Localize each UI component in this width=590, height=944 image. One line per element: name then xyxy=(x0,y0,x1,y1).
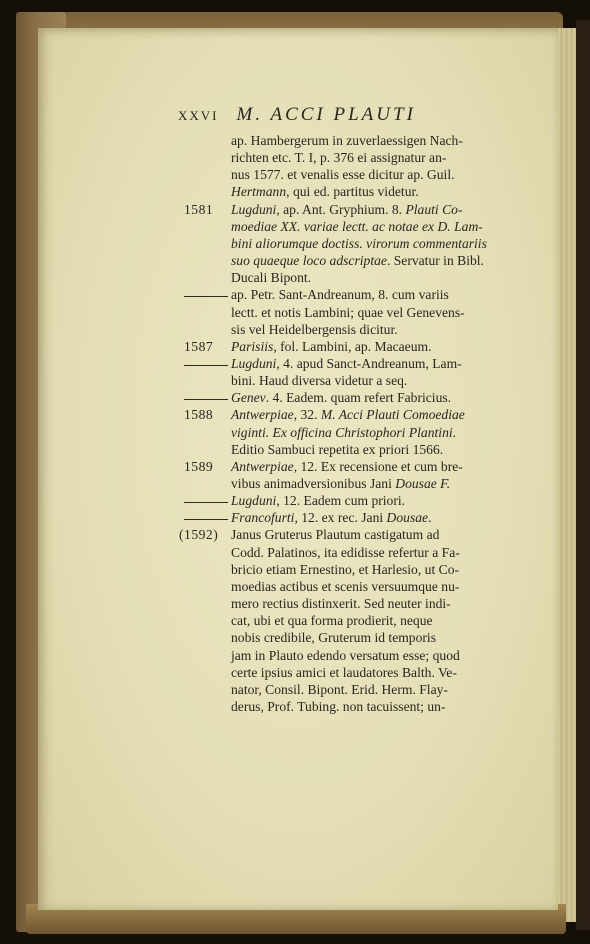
roman-text: ap. Hambergerum in zuverlaessigen Nach- xyxy=(231,133,463,148)
text-line xyxy=(231,304,465,321)
text-line xyxy=(231,629,436,646)
text-line xyxy=(231,286,449,303)
text-line xyxy=(231,269,311,286)
italic-text: Lugduni xyxy=(231,201,277,217)
roman-text: certe ipsius amici et laudatores Balth. Ve- xyxy=(231,664,457,680)
ditto-dash xyxy=(184,399,228,400)
running-title: M. ACCI PLAUTI xyxy=(236,104,416,125)
year-marker: (1592) xyxy=(179,527,219,543)
text-line xyxy=(231,526,439,543)
text-line xyxy=(231,372,407,389)
text-line xyxy=(231,218,483,235)
roman-text: , ap. Ant. Gryphium. 8. xyxy=(276,201,406,217)
italic-text: Genev xyxy=(231,390,266,406)
roman-text: , 12. Eadem cum priori. xyxy=(276,493,406,509)
text-line xyxy=(231,458,463,475)
roman-text: nobis credibile, Gruterum id temporis xyxy=(231,630,436,646)
roman-text: , fol. Lambini, ap. Macaeum. xyxy=(273,338,432,354)
roman-text: nus 1577. et venalis esse dicitur ap. Guil. xyxy=(231,167,455,183)
italic-text: Dousae F. xyxy=(395,476,451,491)
roman-text: Ducali Bipont. xyxy=(231,270,312,286)
italic-text: viginti. Ex officina Christophori Plantini xyxy=(231,424,453,440)
italic-text: Parisiis xyxy=(231,338,274,354)
ditto-dash xyxy=(184,365,228,366)
text-line xyxy=(231,166,455,183)
roman-text: sis vel Heidelbergensis dicitur. xyxy=(231,321,398,337)
text-line xyxy=(231,338,431,355)
italic-text: M. Acci Plauti Comoediae xyxy=(320,407,465,423)
text-line xyxy=(231,509,432,526)
roman-text: lectt. et notis Lambini; quae vel Genevens- xyxy=(231,304,465,320)
roman-text: mero rectius distinxerit. Sed neuter indi- xyxy=(231,596,451,612)
italic-text: Antwerpiae xyxy=(231,407,294,423)
roman-text: cat, ubi et qua forma prodierit, neque xyxy=(231,613,433,629)
text-line xyxy=(231,235,487,252)
roman-text: ap. Petr. Sant-Andreanum, 8. cum variis xyxy=(231,287,449,303)
roman-text: , 12. ex rec. Jani xyxy=(294,510,387,526)
text-line xyxy=(231,475,450,492)
year-marker: 1581 xyxy=(184,201,214,217)
roman-text: vibus animadversionibus Jani xyxy=(231,476,396,491)
text-line xyxy=(231,183,419,200)
text-line xyxy=(231,406,465,423)
year-marker: 1587 xyxy=(184,338,214,354)
text-line xyxy=(231,647,460,664)
text-line xyxy=(231,681,448,698)
roman-text: bini. Haud diversa videtur a seq. xyxy=(231,373,408,389)
text-line xyxy=(231,252,484,269)
roman-text: nator, Consil. Bipont. Erid. Herm. Flay- xyxy=(231,681,448,697)
text-line xyxy=(231,424,456,441)
italic-text: Francofurti xyxy=(231,510,295,526)
italic-text: Dousae xyxy=(386,510,429,526)
text-line xyxy=(231,149,446,166)
ditto-dash xyxy=(184,519,228,520)
ditto-dash xyxy=(184,502,228,503)
roman-text: Editio Sambuci repetita ex priori 1566. xyxy=(231,441,444,457)
text-line xyxy=(231,355,462,372)
roman-text: . Servatur in Bibl. xyxy=(386,253,484,269)
running-header xyxy=(178,104,416,126)
roman-text: , 12. Ex recensione et cum bre- xyxy=(293,458,463,474)
text-line xyxy=(231,492,405,509)
roman-text: . xyxy=(428,510,432,526)
italic-text: moediae XX. variae lectt. ac notae ex D. Lam- xyxy=(231,218,483,234)
text-line xyxy=(231,321,398,338)
text-line xyxy=(231,389,451,406)
roman-text: moedias actibus et scenis versuumque nu- xyxy=(231,578,460,594)
roman-text: , 4. apud Sanct-Andreanum, Lam- xyxy=(276,355,462,371)
text-line xyxy=(231,595,451,612)
italic-text: bini aliorumque doctiss. virorum commentariis xyxy=(231,235,487,251)
text-line xyxy=(231,561,459,578)
text-line xyxy=(231,544,460,561)
year-marker: 1588 xyxy=(184,407,214,423)
italic-text: Plauti Co- xyxy=(405,201,463,217)
roman-text: Codd. Palatinos, ita edidisse refertur a Fa- xyxy=(231,544,460,560)
roman-text: richten etc. T. I, p. 376 ei assignatur an- xyxy=(231,150,447,166)
text-line xyxy=(231,201,463,218)
roman-text: derus, Prof. Tubing. non tacuissent; un- xyxy=(231,698,446,714)
page-number: XXVI xyxy=(178,108,219,123)
ditto-dash xyxy=(184,296,228,297)
scan-background-right xyxy=(576,20,590,930)
italic-text: Antwerpiae xyxy=(231,458,294,474)
italic-text: suo quaeque loco adscriptae xyxy=(231,253,387,269)
italic-text: Hertmann xyxy=(231,184,287,200)
italic-text: Lugduni xyxy=(231,493,277,509)
text-line xyxy=(231,612,433,629)
italic-text: Lugduni xyxy=(231,355,277,371)
roman-text: jam in Plauto edendo versatum esse; quod xyxy=(231,647,460,663)
text-line xyxy=(231,132,463,149)
roman-text: . 4. Eadem. quam refert Fabricius. xyxy=(265,390,452,406)
text-line xyxy=(231,578,459,595)
text-line xyxy=(231,664,457,681)
roman-text: . xyxy=(452,424,457,440)
roman-text: , 32. xyxy=(293,407,321,423)
year-marker: 1589 xyxy=(184,458,214,474)
roman-text: bricio etiam Ernestino, et Harlesio, ut Co- xyxy=(231,561,460,577)
text-line xyxy=(231,698,445,715)
roman-text: Janus Gruterus Plautum castigatum ad xyxy=(231,527,440,543)
text-line xyxy=(231,441,443,458)
roman-text: , qui ed. partitus videtur. xyxy=(286,184,419,200)
